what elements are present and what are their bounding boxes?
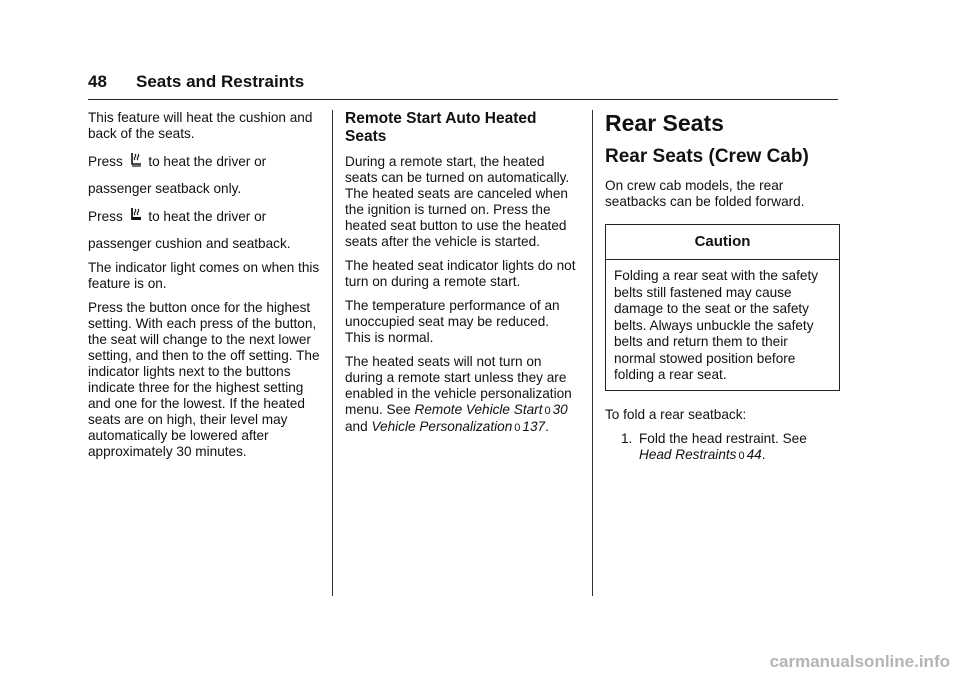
fold-intro: To fold a rear seatback:: [605, 406, 747, 422]
remote-vehicle-start-page: 30: [552, 402, 568, 417]
and-text: and: [345, 419, 368, 434]
head-restraints-link[interactable]: Head Restraints: [639, 446, 737, 462]
heated-seat-full-icon: [129, 206, 143, 232]
period: .: [761, 446, 766, 462]
page-number: 48: [88, 72, 107, 91]
vehicle-personalization-page: 137: [522, 419, 546, 434]
page-header: [88, 72, 838, 100]
caution-box: [605, 224, 840, 391]
remote-vehicle-start-link[interactable]: Remote Vehicle Start: [414, 402, 543, 417]
column-3: [605, 110, 840, 464]
press-full-text: to heat the driver or passenger cushion and seatback.: [88, 209, 291, 251]
period: .: [545, 419, 549, 434]
intro-paragraph: This feature will heat the cushion and back of the seats.: [88, 110, 313, 141]
vehicle-personalization-link[interactable]: Vehicle Personalization: [371, 419, 513, 434]
settings-paragraph: Press the button once for the highest setting. With each press of the button, the seat will change to the next lower setting, and then to the off setting. The indicator lights next to the buttons indicate three for the highest setting and one for the lowest. If the heated seats are on high, their level may automatically be lowered after approximately 30 minutes.: [88, 300, 320, 459]
remote-start-text: The heated seats will not turn on during a remote start unless they are enabled in the vehicle personalization menu. See: [345, 354, 572, 417]
page-ref-icon: 0: [544, 405, 551, 417]
page-ref-icon: 0: [514, 422, 521, 434]
caution-title: Caution: [606, 225, 839, 260]
column-divider: [332, 110, 333, 596]
step-number: 1.: [621, 430, 633, 446]
rear-seats-crew-cab-heading: Rear Seats (Crew Cab): [605, 146, 809, 167]
remote-start-paragraph-4: [345, 354, 577, 436]
crew-cab-paragraph: On crew cab models, the rear seatbacks can be folded forward.: [605, 178, 805, 209]
rear-seats-heading: Rear Seats: [605, 110, 724, 136]
column-1: [88, 110, 320, 468]
press-seatback-paragraph: [88, 150, 320, 201]
press-label: Press: [88, 154, 123, 169]
head-restraints-page: 44: [746, 446, 762, 462]
column-2: [345, 110, 577, 444]
press-label: Press: [88, 209, 123, 224]
step-text: Fold the head restraint. See: [639, 430, 807, 446]
watermark: carmanualsonline.info: [769, 652, 950, 671]
remote-start-heading: Remote Start Auto Heated Seats: [345, 110, 537, 145]
remote-start-paragraph-3: The temperature performance of an unoccupied seat may be reduced. This is normal.: [345, 298, 560, 345]
heated-seatback-icon: [129, 151, 143, 177]
page-ref-icon: 0: [738, 449, 745, 462]
step-1: [605, 431, 840, 464]
indicator-paragraph: The indicator light comes on when this feature is on.: [88, 260, 320, 291]
remote-start-paragraph-2: The heated seat indicator lights do not turn on during a remote start.: [345, 258, 576, 289]
remote-start-paragraph-1: During a remote start, the heated seats can be turned on automatically. The heated seats are canceled when the ignition is turned on. Press the heated seat button to use the heated seats after the vehicle is started.: [345, 154, 570, 249]
press-seatback-text: to heat the driver or passenger seatback only.: [88, 154, 267, 196]
caution-body: Folding a rear seat with the safety belts still fastened may cause damage to the seat or the safety belts. Always unbuckle the safety belts and return them to their normal stowed position before folding a rear seat.: [614, 268, 819, 382]
section-title: Seats and Restraints: [136, 72, 305, 91]
column-divider: [592, 110, 593, 596]
press-full-paragraph: [88, 205, 320, 256]
